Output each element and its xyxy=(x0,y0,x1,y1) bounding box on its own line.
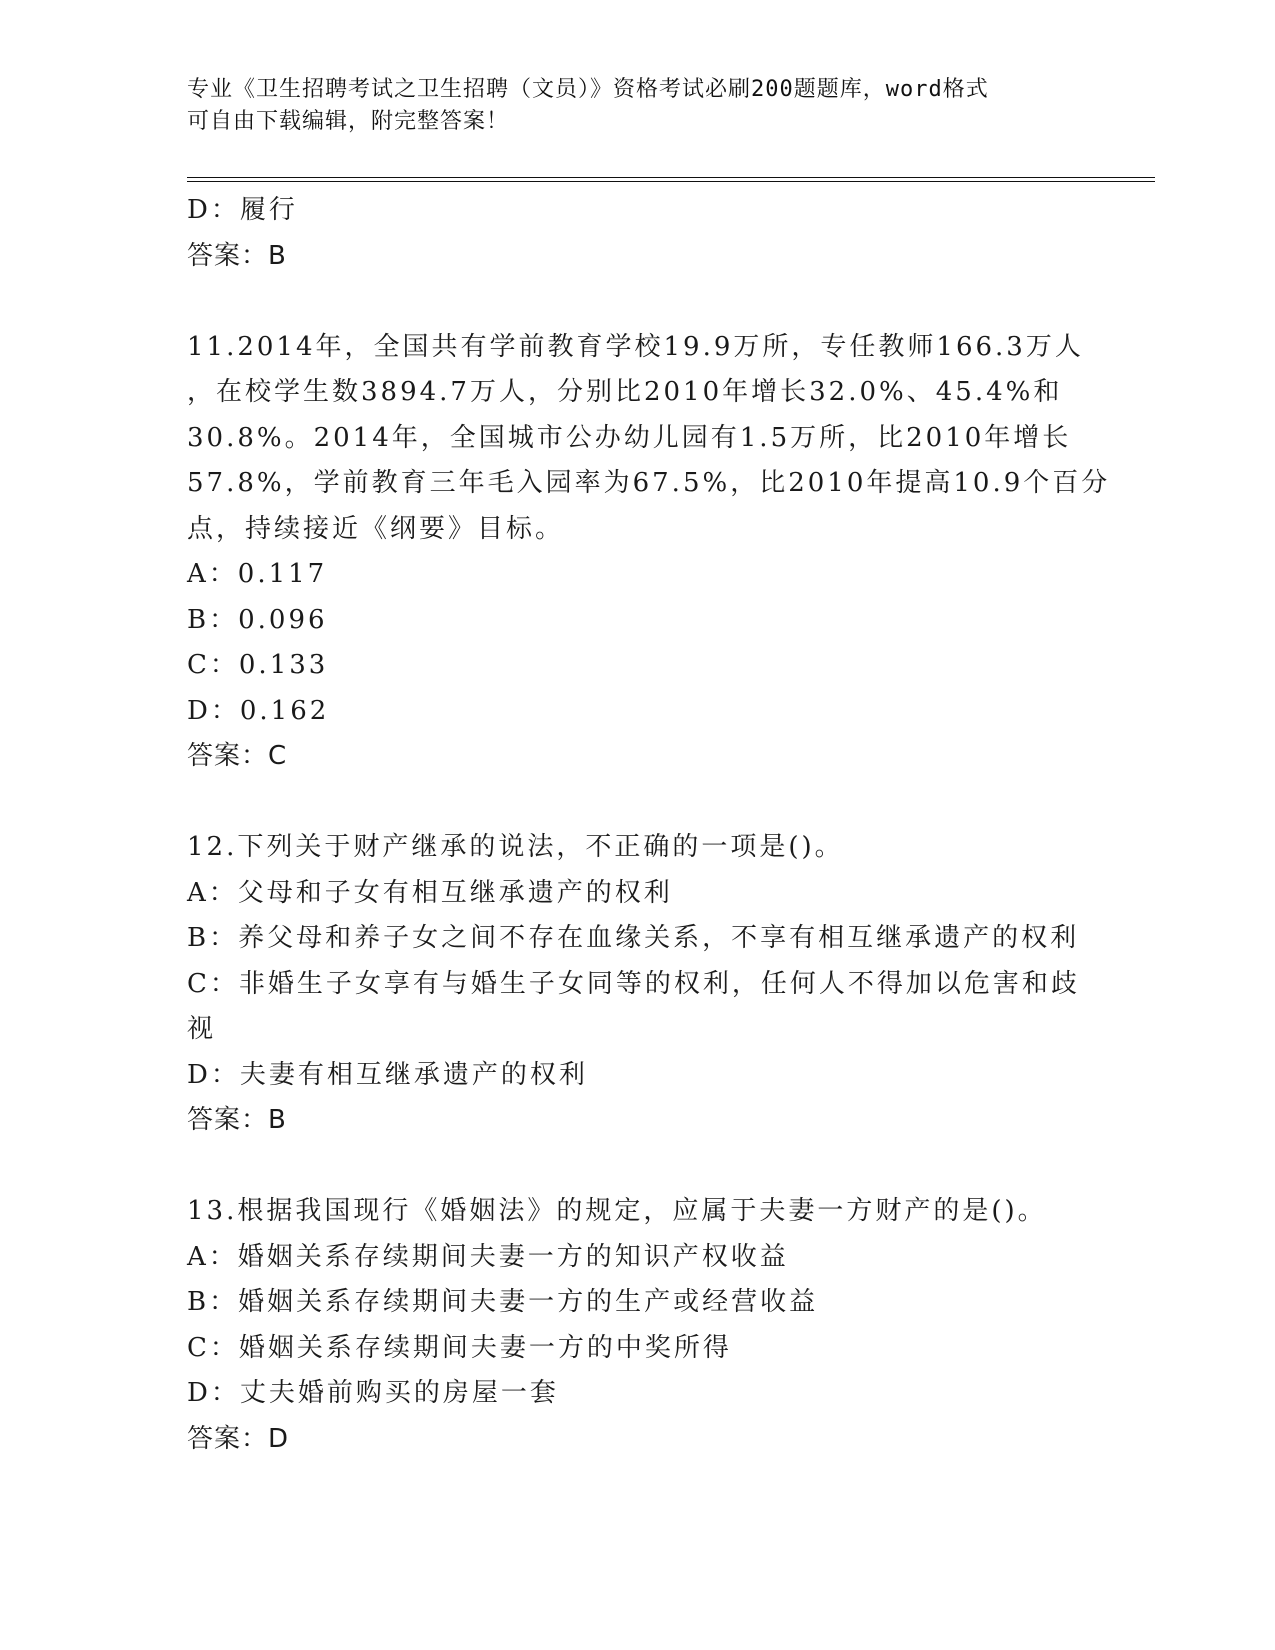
previous-question-tail xyxy=(187,188,1067,279)
option-b: B：养父母和养子女之间不存在血缘关系，不享有相互继承遗产的权利 xyxy=(187,923,1080,953)
option-d: D：夫妻有相互继承遗产的权利 xyxy=(187,1059,588,1090)
answer-line: 答案：C xyxy=(187,741,288,771)
option-c: C：0.133 xyxy=(187,650,329,680)
question-12 xyxy=(187,825,1080,1144)
option-b: B：0.096 xyxy=(187,604,328,635)
option-d: D：丈夫婚前购买的房屋一套 xyxy=(187,1378,559,1408)
option-a: A：父母和子女有相互继承遗产的权利 xyxy=(187,877,673,908)
question-stem: 12.下列关于财产继承的说法，不正确的一项是()。 xyxy=(187,832,844,862)
answer-line: 答案：B xyxy=(187,240,287,271)
header-divider-top xyxy=(187,177,1155,178)
question-stem-line: 点，持续接近《纲要》目标。 xyxy=(187,513,565,544)
option-c: C：婚姻关系存续期间夫妻一方的中奖所得 xyxy=(187,1332,732,1363)
question-stem-line: 30.8%。2014年，全国城市公办幼儿园有1.5万所，比2010年增长 xyxy=(187,422,1072,453)
question-13 xyxy=(187,1189,1067,1462)
question-11 xyxy=(187,325,1111,780)
option-b: B：婚姻关系存续期间夫妻一方的生产或经营收益 xyxy=(187,1287,819,1317)
question-content xyxy=(187,188,1111,1462)
option-c: C：非婚生子女享有与婚生子女同等的权利，任何人不得加以危害和歧 xyxy=(187,968,1080,999)
option-d: D：0.162 xyxy=(187,695,330,726)
option-a: A：0.117 xyxy=(187,559,328,589)
option-d: D：履行 xyxy=(187,195,298,225)
answer-line: 答案：B xyxy=(187,1105,287,1135)
question-stem-line: 57.8%，学前教育三年毛入园率为67.5%，比2010年提高10.9个百分 xyxy=(187,468,1111,498)
option-c-continued: 视 xyxy=(187,1014,217,1044)
question-stem: 13.根据我国现行《婚姻法》的规定，应属于夫妻一方财产的是()。 xyxy=(187,1196,1047,1226)
answer-line: 答案：D xyxy=(187,1423,290,1454)
question-stem-line: 11.2014年，全国共有学前教育学校19.9万所，专任教师166.3万人 xyxy=(187,331,1084,362)
option-a: A：婚姻关系存续期间夫妻一方的知识产权收益 xyxy=(187,1241,789,1272)
header-line-1: 专业《卫生招聘考试之卫生招聘（文员）》资格考试必刷200题题库，word格式 xyxy=(187,77,989,102)
header-line-2: 可自由下载编辑，附完整答案！ xyxy=(187,109,510,134)
question-stem-line: ，在校学生数3894.7万人，分别比2010年增长32.0%、45.4%和 xyxy=(187,377,1063,407)
document-header xyxy=(187,74,1067,138)
header-divider-bottom xyxy=(187,181,1155,182)
